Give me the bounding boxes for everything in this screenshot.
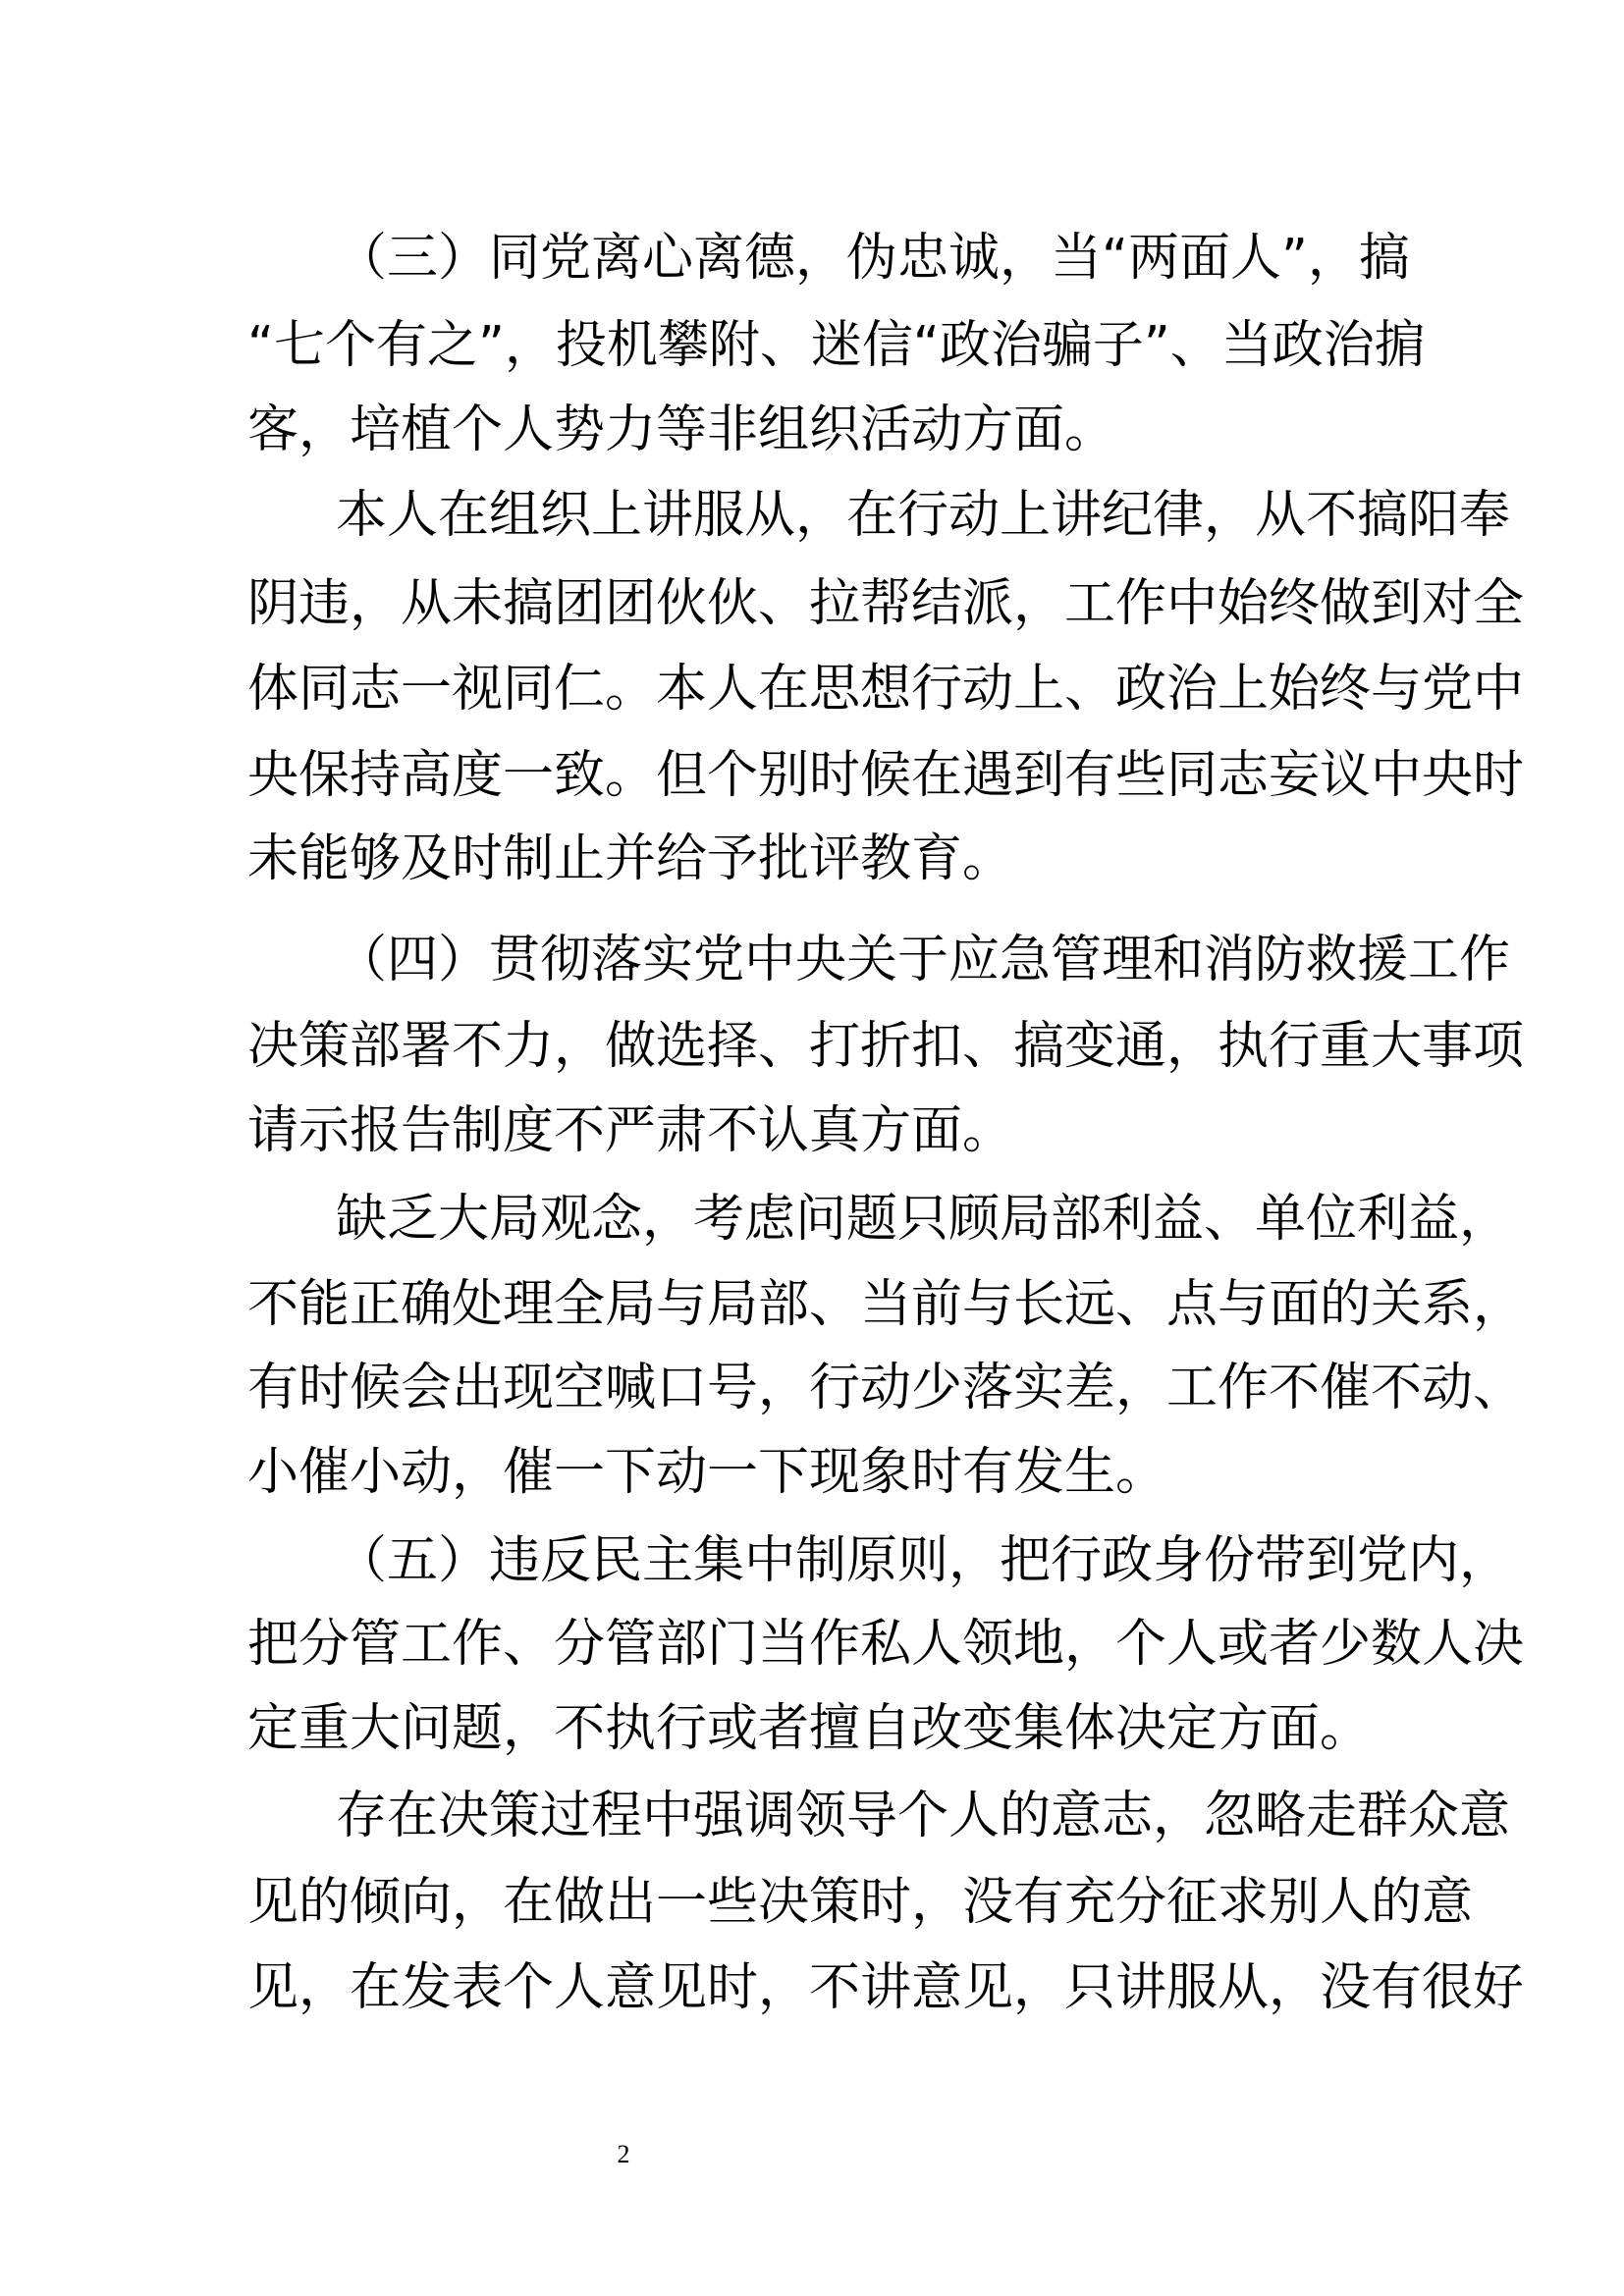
text-line: 小催小动，催一下动一下现象时有发生。 <box>247 1443 1167 1502</box>
text-line: 体同志一视同仁。本人在思想行动上、政治上始终与党中 <box>247 660 1525 719</box>
text-line: 央保持高度一致。但个别时候在遇到有些同志妄议中央时 <box>247 746 1525 805</box>
text-line: 定重大问题，不执行或者擅自改变集体决定方面。 <box>247 1699 1372 1758</box>
text-line: 请示报告制度不严肃不认真方面。 <box>247 1101 1014 1160</box>
text-line: 决策部署不力，做选择、打折扣、搞变通，执行重大事项 <box>247 1017 1525 1076</box>
text-line: 缺乏大局观念，考虑问题只顾局部利益、单位利益， <box>336 1190 1511 1249</box>
text-line: 阴违，从未搞团团伙伙、拉帮结派，工作中始终做到对全 <box>247 574 1525 633</box>
text-line: 有时候会出现空喊口号，行动少落实差，工作不催不动、 <box>247 1359 1525 1417</box>
text-line: 不能正确处理全局与局部、当前与长远、点与面的关系， <box>247 1275 1525 1334</box>
text-line: 见，在发表个人意见时，不讲意见，只讲服从，没有很好 <box>247 1958 1525 2017</box>
text-line: 客，培植个人势力等非组织活动方面。 <box>247 400 1116 459</box>
page-number: 2 <box>617 2140 630 2168</box>
text-line: （五）违反民主集中制原则，把行政身份带到党内， <box>336 1531 1511 1590</box>
text-line: 本人在组织上讲服从，在行动上讲纪律，从不搞阳奉 <box>336 486 1511 545</box>
text-line: 存在决策过程中强调领导个人的意志，忽略走群众意 <box>336 1787 1511 1845</box>
text-line: 见的倾向，在做出一些决策时，没有充分征求别人的意 <box>247 1873 1474 1932</box>
text-line: （三）同党离心离德，伪忠诚，当“两面人”，搞 <box>336 229 1410 288</box>
text-line: 未能够及时制止并给予批评教育。 <box>247 829 1014 888</box>
text-line: 把分管工作、分管部门当作私人领地，个人或者少数人决 <box>247 1615 1525 1674</box>
text-line: “七个有之”，投机攀附、迷信“政治骗子”、当政治掮 <box>247 316 1426 375</box>
text-line: （四）贯彻落实党中央关于应急管理和消防救援工作 <box>336 931 1511 989</box>
